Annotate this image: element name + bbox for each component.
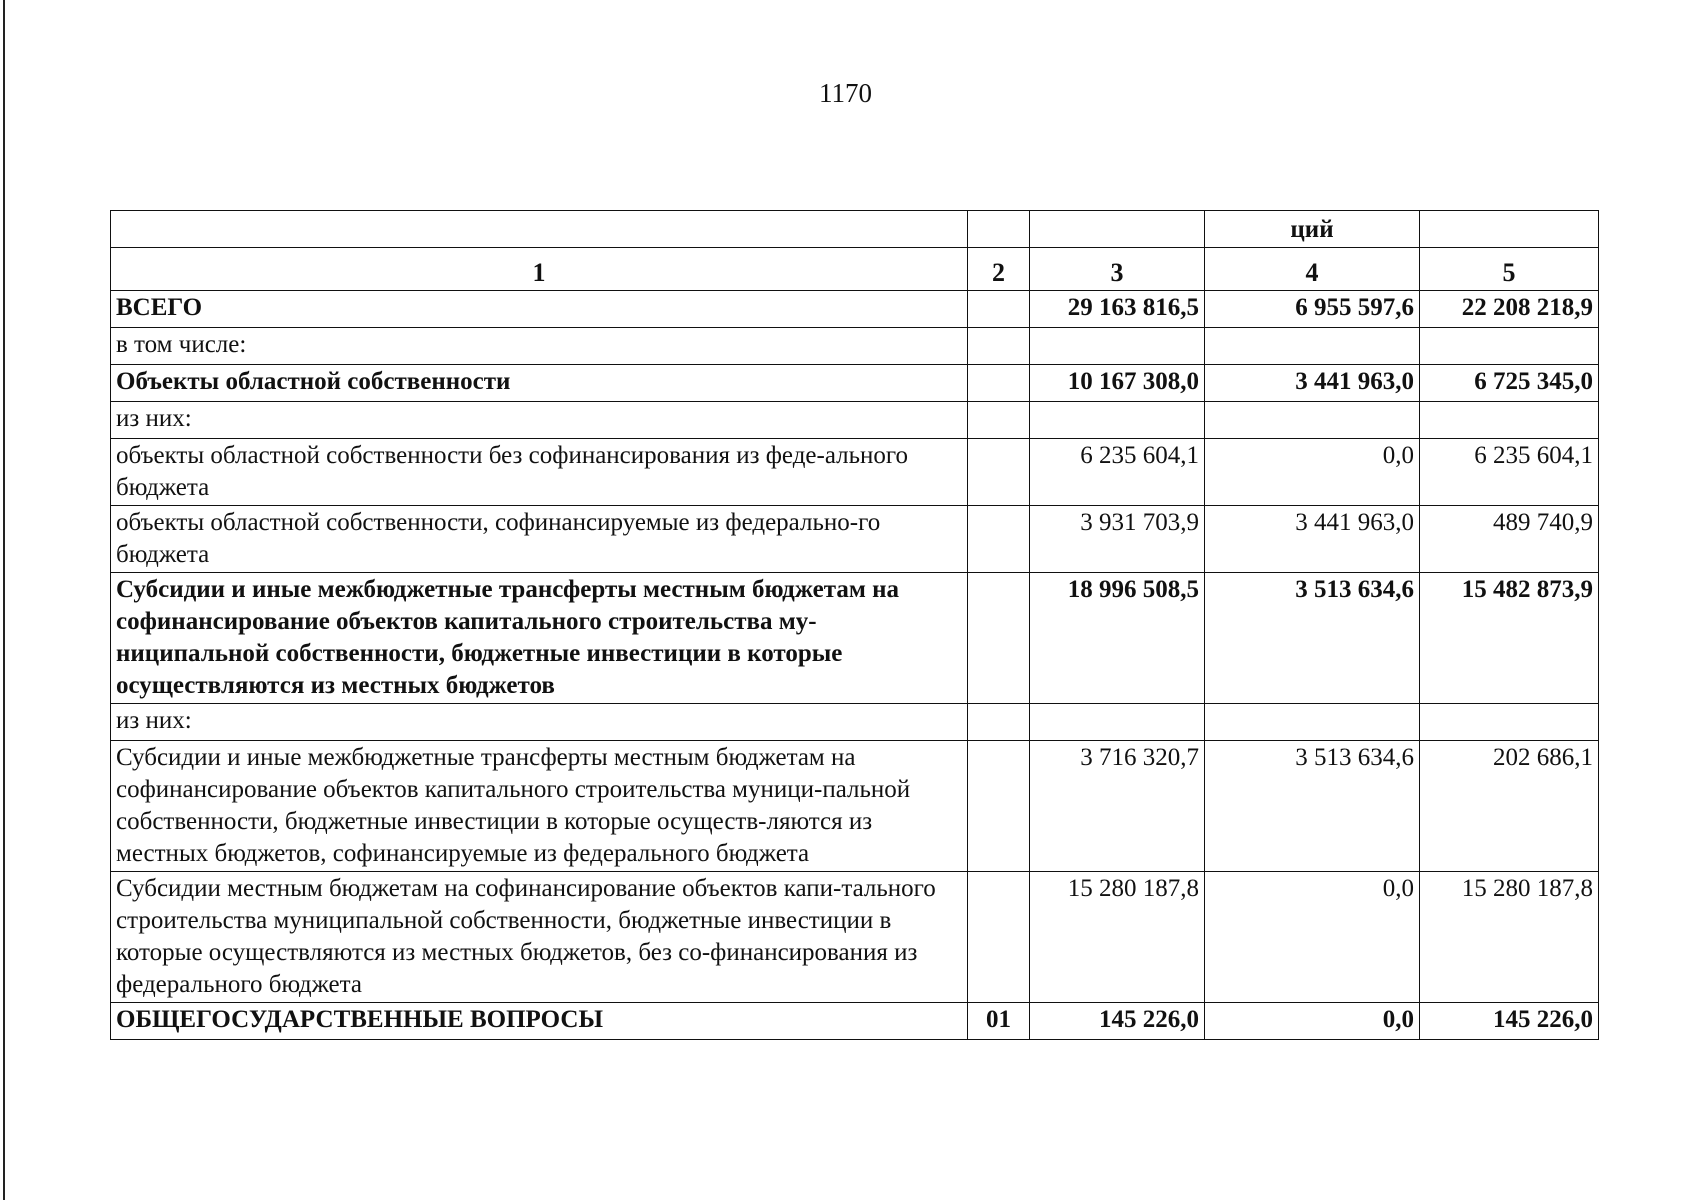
row-name: Субсидии местным бюджетам на софинансирование объектов капи-тального строительства муниципальной собственности, бюджетные инвестиции в которые осуществляются из местных бюджетов, без со-финансирования из федерального бюджета [111,872,968,1003]
header-row-top [111,211,1599,248]
row-code [968,439,1030,506]
table-row [111,328,1599,365]
row-col3: 18 996 508,5 [1030,573,1205,704]
row-name: объекты областной собственности без софинансирования из феде-ального бюджета [111,439,968,506]
column-number: 5 [1420,248,1599,291]
column-number: 1 [111,248,968,291]
row-name: в том числе: [111,328,968,365]
row-col5: 202 686,1 [1420,741,1599,872]
row-col3 [1030,402,1205,439]
budget-table [110,210,1599,1040]
row-col4: 0,0 [1205,439,1420,506]
scan-edge-line [3,0,5,1200]
row-col5 [1420,402,1599,439]
row-col5: 6 235 604,1 [1420,439,1599,506]
row-code [968,506,1030,573]
row-col3: 6 235 604,1 [1030,439,1205,506]
table-row [111,291,1599,328]
header-top-cell [1030,211,1205,248]
page-number: 1170 [819,78,872,108]
row-code [968,704,1030,741]
row-name: объекты областной собственности, софинансируемые из федерально-го бюджета [111,506,968,573]
row-code [968,328,1030,365]
row-col3: 3 931 703,9 [1030,506,1205,573]
row-name: ОБЩЕГОСУДАРСТВЕННЫЕ ВОПРОСЫ [111,1003,968,1040]
row-col3 [1030,328,1205,365]
row-col4: 3 513 634,6 [1205,573,1420,704]
row-name: из них: [111,704,968,741]
row-col3: 3 716 320,7 [1030,741,1205,872]
row-col3: 15 280 187,8 [1030,872,1205,1003]
row-col3: 145 226,0 [1030,1003,1205,1040]
table-row [111,1003,1599,1040]
row-code [968,402,1030,439]
table-row [111,704,1599,741]
row-name: Субсидии и иные межбюджетные трансферты местным бюджетам на софинансирование объектов капитального строительства му-ниципальной собственности, бюджетные инвестиции в которые осуществляются из местных бюджетов [111,573,968,704]
column-number: 2 [968,248,1030,291]
header-top-cell [111,211,968,248]
header-row-column-numbers [111,248,1599,291]
table-row [111,741,1599,872]
row-code [968,365,1030,402]
header-top-cell [968,211,1030,248]
row-col3: 10 167 308,0 [1030,365,1205,402]
header-top-cell: ций [1205,211,1420,248]
table-row [111,573,1599,704]
row-col4: 6 955 597,6 [1205,291,1420,328]
row-col4 [1205,704,1420,741]
row-code [968,872,1030,1003]
row-col5: 145 226,0 [1420,1003,1599,1040]
header-top-cell [1420,211,1599,248]
row-col5 [1420,328,1599,365]
row-col4: 0,0 [1205,872,1420,1003]
row-col4: 0,0 [1205,1003,1420,1040]
table-row [111,402,1599,439]
row-code [968,573,1030,704]
column-number: 3 [1030,248,1205,291]
row-col5: 489 740,9 [1420,506,1599,573]
row-col3 [1030,704,1205,741]
column-number: 4 [1205,248,1420,291]
row-name: Объекты областной собственности [111,365,968,402]
row-col4 [1205,402,1420,439]
table-row [111,365,1599,402]
row-name: ВСЕГО [111,291,968,328]
table-row [111,439,1599,506]
table-row [111,506,1599,573]
row-code: 01 [968,1003,1030,1040]
row-col5: 6 725 345,0 [1420,365,1599,402]
row-col4: 3 441 963,0 [1205,506,1420,573]
row-col5: 15 280 187,8 [1420,872,1599,1003]
row-col5: 15 482 873,9 [1420,573,1599,704]
row-col5 [1420,704,1599,741]
row-col4: 3 513 634,6 [1205,741,1420,872]
row-col5: 22 208 218,9 [1420,291,1599,328]
row-name: из них: [111,402,968,439]
table-row [111,872,1599,1003]
row-col4: 3 441 963,0 [1205,365,1420,402]
row-code [968,741,1030,872]
row-col3: 29 163 816,5 [1030,291,1205,328]
row-code [968,291,1030,328]
row-col4 [1205,328,1420,365]
row-name: Субсидии и иные межбюджетные трансферты местным бюджетам на софинансирование объектов капитального строительства муници-пальной собственности, бюджетные инвестиции в которые осуществ-ляются из местных бюджетов, софинансируемые из федерального бюджета [111,741,968,872]
